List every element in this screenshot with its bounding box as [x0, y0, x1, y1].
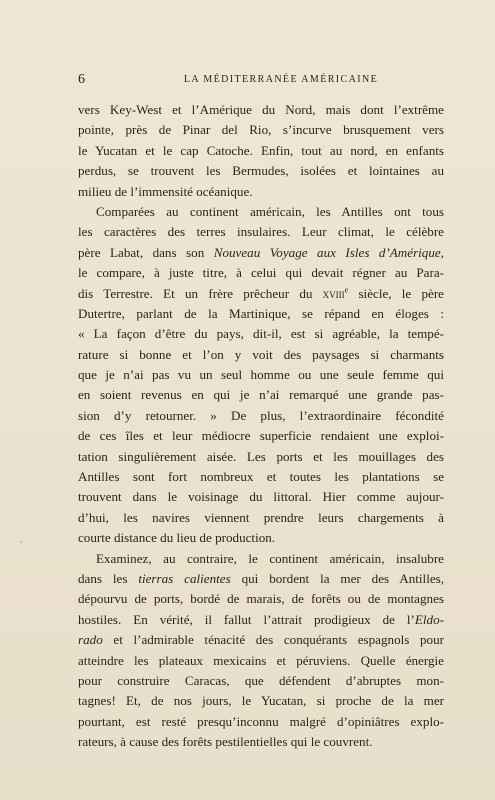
small-caps-run: xviii: [322, 285, 345, 301]
paragraph: [78, 202, 444, 549]
margin-mark: ,: [20, 534, 23, 544]
paragraph: [78, 100, 444, 202]
text-line: pour construire Caracas, que défendent d’abruptes mon-: [78, 672, 444, 688]
text-run: et l’admirable ténacité des conquérants espagnols pour: [102, 632, 444, 648]
text-line: que je n’ai pas vu un seul homme ou une seule femme qui: [78, 367, 444, 383]
text-line: en soient revenus en qui je n’ai remarqué une grande pas-: [78, 387, 444, 403]
page-number: 6: [78, 72, 85, 87]
text-line: [78, 284, 444, 304]
italic-run: rado: [78, 632, 103, 648]
text-line: de ces îles et leur médiocre superficie rendaient une exploi-: [78, 428, 444, 444]
text-line: tagnes! Et, de nos jours, le Yucatan, si proche de la mer: [78, 693, 444, 709]
text-line: sion d’y retourner. » De plus, l’extraordinaire fécondité: [78, 407, 444, 423]
text-line: perdus, se trouvent les Bermudes, isolées et lointaines au: [78, 163, 444, 179]
running-title: LA MÉDITERRANÉE AMÉRICAINE: [183, 74, 379, 85]
text-run: siècle, le père: [348, 285, 444, 301]
text-line: rateurs, à cause des forêts pestilentielles qui le couvrent.: [78, 734, 373, 750]
text-run: père Labat, dans son: [78, 244, 214, 260]
text-line: [78, 569, 444, 589]
text-line: tation singulièrement aisée. Les ports et les mouillages des: [78, 448, 444, 464]
text-line: Examinez, au contraire, le continent américain, insalubre: [96, 550, 444, 566]
text-line: milieu de l’immensité océanique.: [78, 183, 253, 199]
text-line: vers Key-West et l’Amérique du Nord, mais dont l’extrême: [78, 102, 444, 117]
text-line: Comparées au continent américain, les Antilles ont tous: [96, 203, 444, 219]
text-run: ,: [440, 244, 444, 260]
text-line: d’hui, les navires viennent prendre leurs chargements à: [78, 509, 444, 525]
text-line: [78, 630, 444, 650]
paragraph: [78, 549, 444, 753]
text-run: dis Terrestre. Et un frère prêcheur du: [78, 285, 323, 301]
superscript-run: e: [344, 285, 349, 295]
text-line: Antilles sont fort nombreux et toutes les plantations se: [78, 469, 444, 485]
text-line: rature si bonne et l’on y voit des paysages si charmants: [78, 346, 444, 362]
text-line: trouvent dans le voisinage du littoral. Hier comme aujour-: [78, 489, 444, 505]
text-run: dans les: [78, 570, 139, 586]
text-line: le compare, à juste titre, à celui qui devait régner au Para-: [78, 265, 444, 281]
text-line: les caractères des terres insulaires. Leur climat, le célèbre: [78, 224, 444, 240]
text-line: pointe, près de Pinar del Rio, s’incurve brusquement vers: [78, 122, 444, 138]
text-run: qui bordent la mer des Antilles,: [230, 570, 444, 586]
text-line: « La façon d’être du pays, dit-il, est si agréable, la tempé-: [78, 326, 444, 342]
text-line: Dutertre, parlant de la Martinique, se répand en éloges :: [78, 305, 444, 321]
text-line: dépourvu de ports, bordé de marais, de forêts ou de montagnes: [78, 591, 444, 607]
text-line: le Yucatan et le cap Catoche. Enfin, tout au nord, en enfants: [78, 142, 444, 158]
text-line: pourtant, est resté presqu’inconnu malgré d’opiniâtres explo-: [78, 713, 444, 729]
text-line: [78, 243, 444, 263]
italic-run: Eldo-: [414, 611, 444, 627]
text-line: atteindre les plateaux mexicains et péruviens. Quelle énergie: [78, 652, 444, 668]
italic-run: Nouveau Voyage aux Isles d’Amérique: [213, 244, 441, 260]
italic-run: tierras calientes: [138, 570, 231, 586]
text-line: [78, 610, 444, 630]
page-header: [78, 72, 444, 88]
text-run: hostiles. En vérité, il fallut l’attrait prodigieux de l’: [78, 611, 415, 627]
body-text: [78, 100, 444, 753]
text-line: courte distance du lieu de production.: [78, 530, 276, 546]
